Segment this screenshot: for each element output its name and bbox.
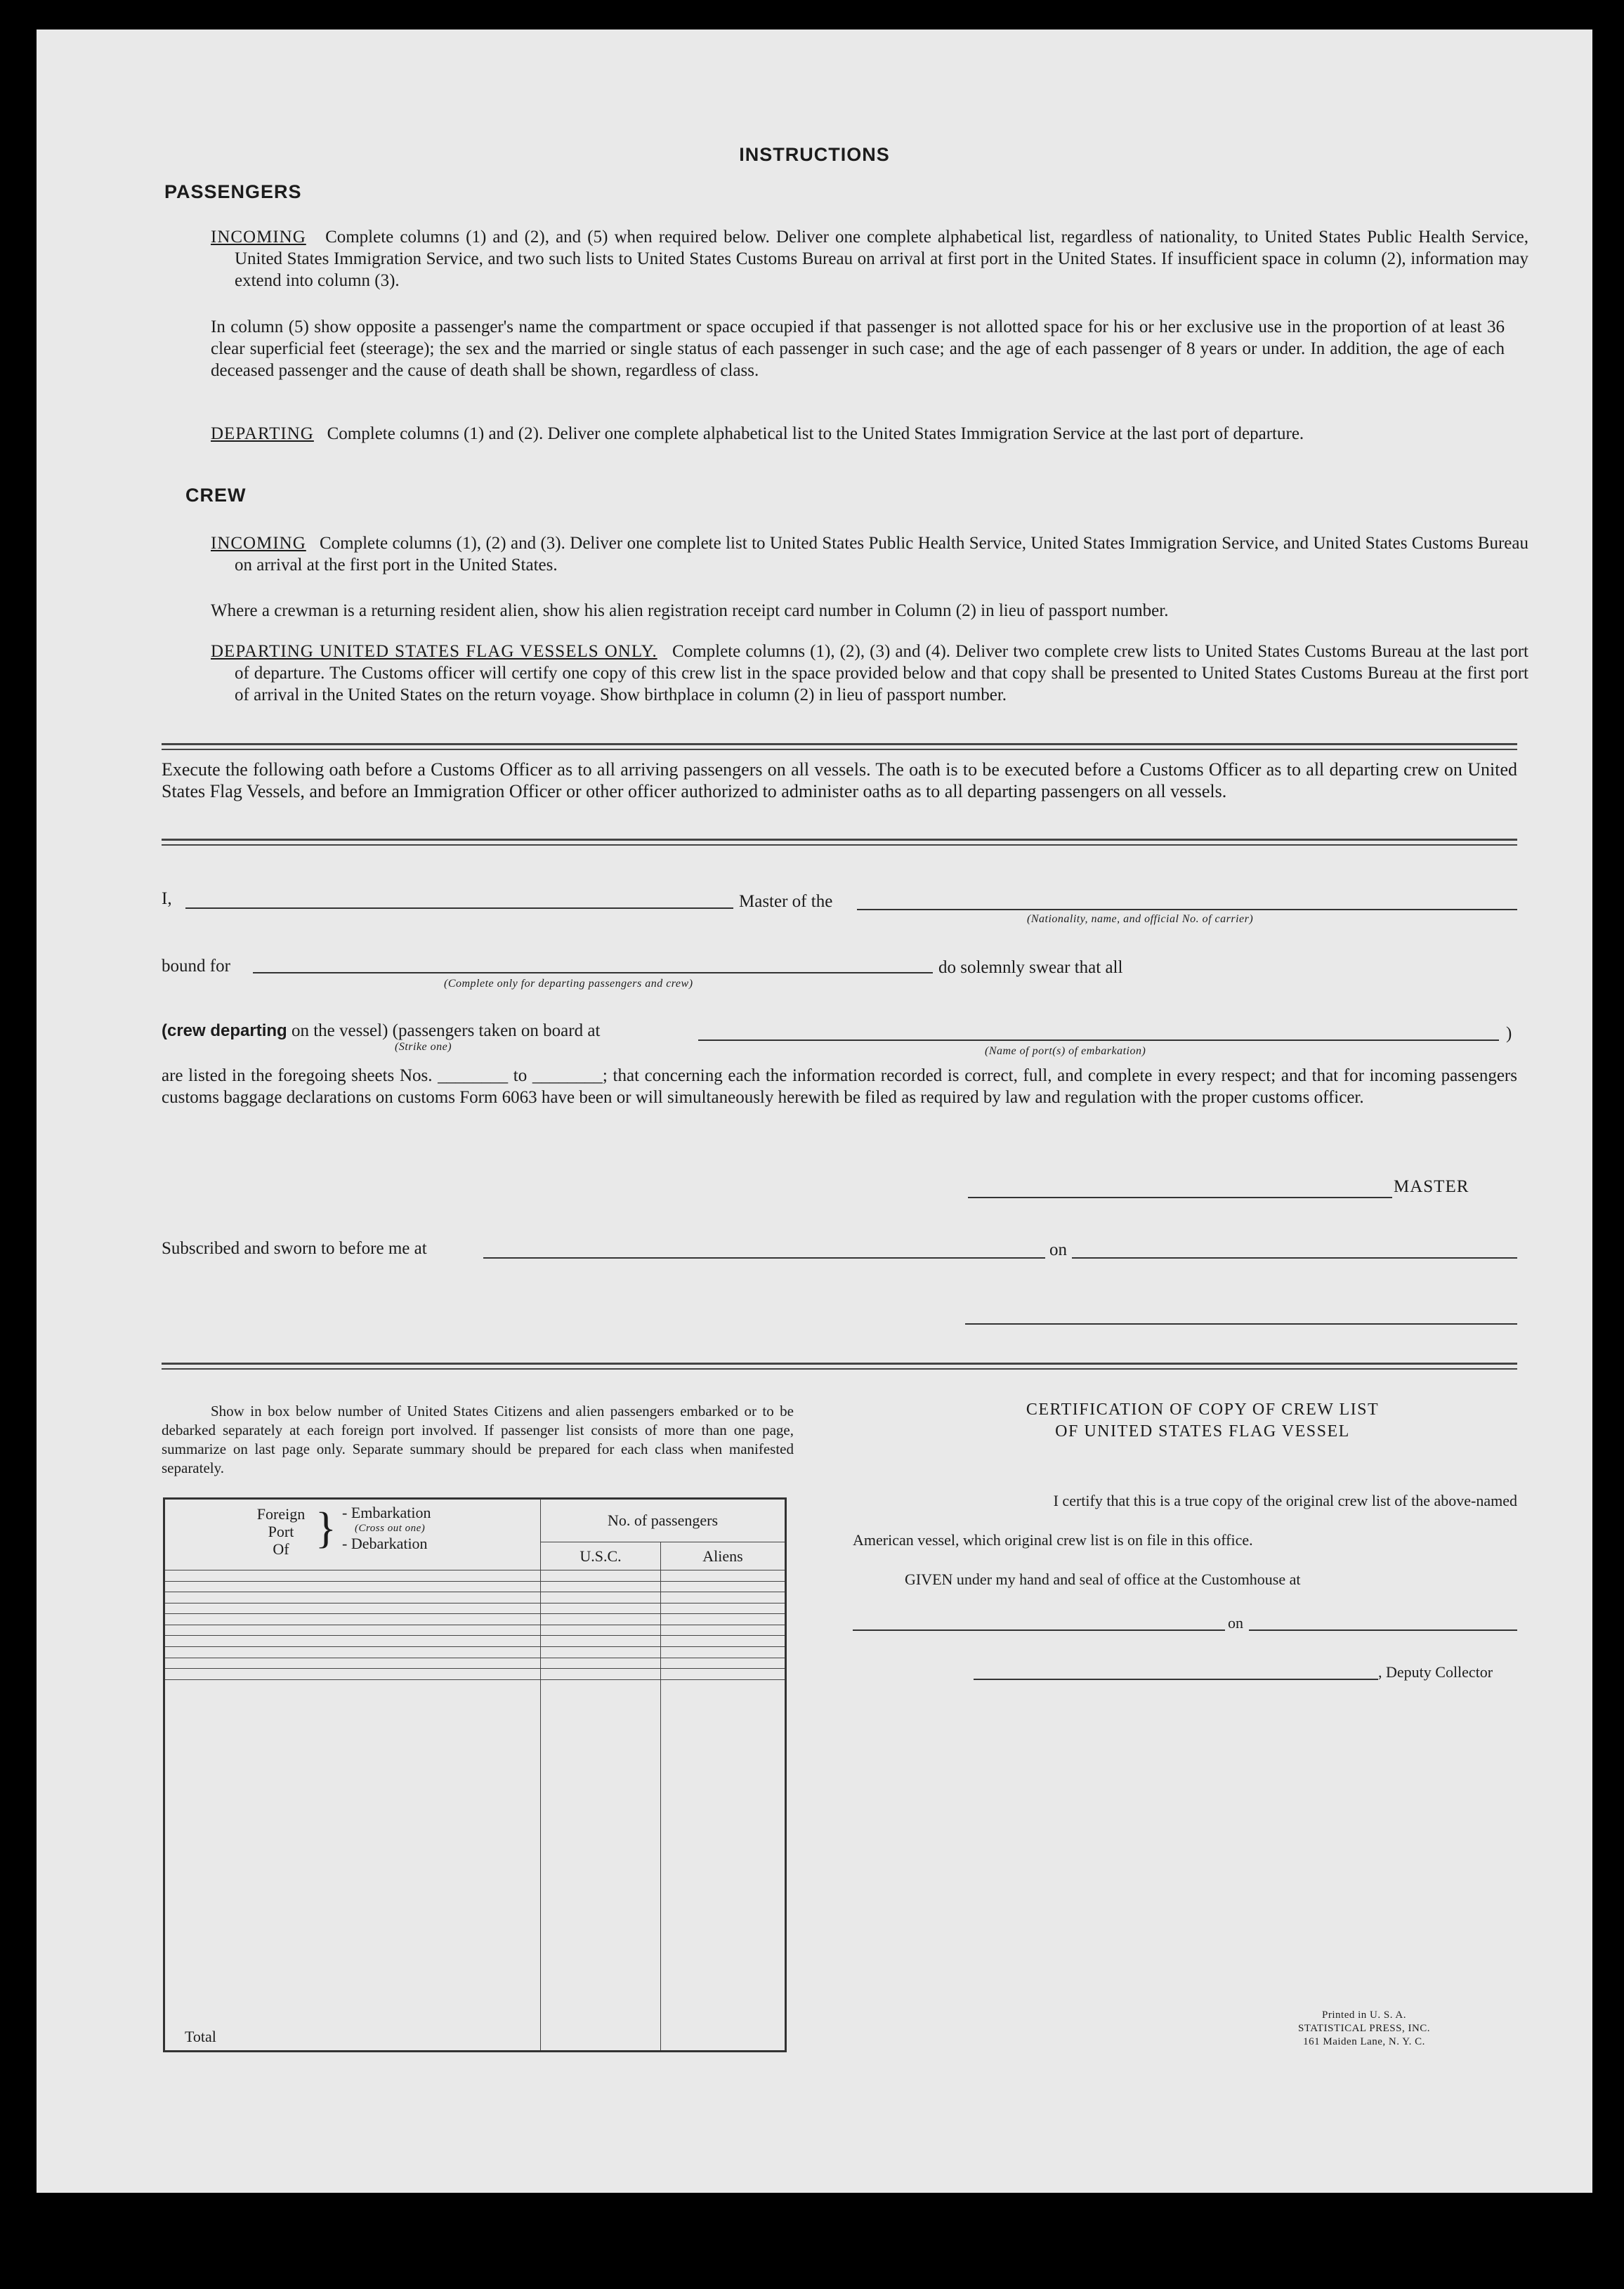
brace-icon: } bbox=[315, 1504, 336, 1552]
certification-title bbox=[886, 1399, 1519, 1443]
debarkation-label: - Debarkation bbox=[342, 1535, 428, 1552]
port-cell[interactable] bbox=[164, 1603, 541, 1614]
passengers-incoming-label: INCOMING bbox=[211, 228, 306, 247]
summary-note: Show in box below number of United States Citizens and alien passengers embarked or to be debarked separately at each foreign port involved. If passenger list consists of more than one page, summarize on last page only. Separate summary should be prepared for each class when manifested separately. bbox=[162, 1403, 794, 1476]
table-row bbox=[164, 1614, 786, 1625]
given-text: GIVEN under my hand and seal of office at the Customhouse at bbox=[905, 1570, 1301, 1588]
bound-for-label: bound for bbox=[162, 957, 230, 976]
table-row bbox=[164, 1581, 786, 1592]
swear-label: do solemnly swear that all bbox=[938, 958, 1123, 977]
aliens-cell[interactable] bbox=[661, 1603, 786, 1614]
sworn-on-label: on bbox=[1049, 1240, 1067, 1259]
usc-cell[interactable] bbox=[541, 1603, 661, 1614]
port-label: Port bbox=[268, 1523, 294, 1540]
aliens-total-cell[interactable] bbox=[661, 1679, 786, 2051]
port-cell[interactable] bbox=[164, 1592, 541, 1603]
crew-departing-option[interactable]: (crew departing bbox=[162, 1021, 287, 1040]
table-row bbox=[164, 1669, 786, 1680]
usc-cell[interactable] bbox=[541, 1581, 661, 1592]
crew-departing-text: Complete columns (1), (2), (3) and (4). Deliver two complete crew lists to United States Customs Bureau at the last port of departure. The Customs officer will certify one copy of this crew list in the space provided below and that copy shall be presented to United States Customs Bureau at the first port of arrival in the United States on the return voyage. Show birthplace in column (2) in lieu of passport number. bbox=[235, 642, 1528, 704]
bound-for-field[interactable] bbox=[253, 972, 933, 973]
foreign-label: Foreign bbox=[256, 1505, 306, 1523]
on-vessel-text: on the vessel) bbox=[291, 1021, 388, 1040]
oath-i-label: I, bbox=[162, 889, 172, 908]
usc-header: U.S.C. bbox=[541, 1542, 661, 1570]
usc-cell[interactable] bbox=[541, 1636, 661, 1647]
cross-out-caption: (Cross out one) bbox=[355, 1523, 426, 1534]
of-label: Of bbox=[273, 1540, 289, 1558]
printer-imprint bbox=[1259, 2009, 1469, 2049]
port-cell[interactable] bbox=[164, 1658, 541, 1669]
certify-text: I certify that this is a true copy of the original crew list of the above-named bbox=[1053, 1492, 1517, 1509]
table-row bbox=[164, 1603, 786, 1614]
passengers-heading: PASSENGERS bbox=[164, 181, 302, 202]
master-name-field[interactable] bbox=[185, 907, 733, 909]
aliens-cell[interactable] bbox=[661, 1592, 786, 1603]
aliens-header: Aliens bbox=[661, 1542, 786, 1570]
crew-departing-paragraph bbox=[211, 641, 1528, 706]
aliens-cell[interactable] bbox=[661, 1614, 786, 1625]
crew-resident-paragraph: Where a crewman is a returning resident alien, show his alien registration receipt card number in Column (2) in lieu of passport number. bbox=[211, 601, 1169, 620]
passenger-summary-table bbox=[163, 1497, 787, 2052]
printer-line1: Printed in U. S. A. bbox=[1322, 2009, 1406, 2021]
crew-incoming-text: Complete columns (1), (2) and (3). Deliver one complete list to United States Public Health Service, United States Immigration Service, and United States Customs Bureau on arrival at the first port in the United States. bbox=[235, 534, 1528, 575]
port-cell[interactable] bbox=[164, 1625, 541, 1636]
crew-incoming-paragraph bbox=[211, 532, 1528, 576]
master-signature-field[interactable] bbox=[968, 1197, 1392, 1198]
divider bbox=[162, 743, 1517, 750]
table-row bbox=[164, 1636, 786, 1647]
strike-caption: (Strike one) bbox=[395, 1041, 452, 1053]
carrier-caption: (Nationality, name, and official No. of carrier) bbox=[1027, 913, 1254, 925]
cert-on-label: on bbox=[1228, 1614, 1243, 1632]
table-row bbox=[164, 1658, 786, 1669]
table-row bbox=[164, 1625, 786, 1636]
passengers-departing-paragraph bbox=[211, 423, 1528, 445]
instructions-title: INSTRUCTIONS bbox=[739, 144, 890, 165]
usc-cell[interactable] bbox=[541, 1614, 661, 1625]
port-caption: (Name of port(s) of embarkation) bbox=[985, 1045, 1146, 1057]
cert-date-field[interactable] bbox=[1249, 1629, 1517, 1631]
passengers-incoming-text: Complete columns (1) and (2), and (5) when required below. Deliver one complete alphabetical list, regardless of nationality, to United States Public Health Service, United States Immigration Service, and two such lists to United States Customs Bureau on arrival at first port in the United States. If insufficient space in column (2), information may extend into column (3). bbox=[235, 228, 1529, 290]
deputy-collector-label: , Deputy Collector bbox=[1378, 1663, 1493, 1681]
total-label: Total bbox=[164, 1679, 541, 2051]
table-row bbox=[164, 1592, 786, 1603]
passengers-taken-option[interactable]: (passengers taken on board at bbox=[392, 1021, 601, 1040]
aliens-cell[interactable] bbox=[661, 1570, 786, 1582]
port-cell[interactable] bbox=[164, 1581, 541, 1592]
port-cell[interactable] bbox=[164, 1636, 541, 1647]
table-row bbox=[164, 1646, 786, 1658]
crew-departing-label: DEPARTING UNITED STATES FLAG VESSELS ONLY. bbox=[211, 642, 657, 661]
printer-line2: STATISTICAL PRESS, INC. bbox=[1297, 2023, 1431, 2034]
sworn-date-field[interactable] bbox=[1072, 1257, 1517, 1259]
sworn-place-field[interactable] bbox=[483, 1257, 1045, 1259]
crew-incoming-label: INCOMING bbox=[211, 534, 306, 553]
embarkation-label: - Embarkation bbox=[342, 1504, 431, 1521]
port-cell[interactable] bbox=[164, 1669, 541, 1680]
close-paren: ) bbox=[1506, 1024, 1512, 1043]
usc-cell[interactable] bbox=[541, 1646, 661, 1658]
form-page bbox=[37, 29, 1592, 2193]
passengers-incoming-paragraph bbox=[211, 226, 1528, 291]
printer-line3: 161 Maiden Lane, N. Y. C. bbox=[1303, 2036, 1425, 2047]
oath-strike-line bbox=[162, 1020, 600, 1042]
no-of-passengers-header: No. of passengers bbox=[541, 1499, 786, 1542]
aliens-cell[interactable] bbox=[661, 1625, 786, 1636]
passengers-departing-text: Complete columns (1) and (2). Deliver one complete alphabetical list to the United States Immigration Service at the last port of departure. bbox=[327, 424, 1304, 443]
aliens-cell[interactable] bbox=[661, 1636, 786, 1647]
usc-cell[interactable] bbox=[541, 1658, 661, 1669]
port-header-cell bbox=[164, 1499, 541, 1570]
listed-paragraph: are listed in the foregoing sheets Nos. ________ to ________; that concerning each the information recorded is correct, full, and complete in every respect; and that for incoming passengers customs baggage declarations on customs Form 6063 have been or will simultaneously herewith be filed as required by law and regulation with the proper customs officer. bbox=[162, 1066, 1517, 1107]
port-cell[interactable] bbox=[164, 1570, 541, 1582]
port-cell[interactable] bbox=[164, 1614, 541, 1625]
bound-caption: (Complete only for departing passengers and crew) bbox=[444, 978, 693, 990]
passengers-column5-paragraph: In column (5) show opposite a passenger's name the compartment or space occupied if that passenger is not allotted space for his or her exclusive use in the proportion of at least 36 clear superficial feet (steerage); the sex and the married or single status of each passenger in such case; and the age of each passenger of 8 years or under. In addition, the age of each deceased passenger and the cause of death shall be shown, regardless of class. bbox=[211, 317, 1505, 380]
passengers-departing-label: DEPARTING bbox=[211, 424, 314, 443]
carrier-field[interactable] bbox=[857, 909, 1517, 910]
oath-instructions: Execute the following oath before a Customs Officer as to all arriving passengers on all vessels. The oath is to be executed before a Customs Officer as to all departing crew on United States Flag Vessels, and before an Immigration Officer or other officer authorized to administer oaths as to all departing passengers on all vessels. bbox=[162, 759, 1517, 801]
aliens-cell[interactable] bbox=[661, 1646, 786, 1658]
master-of-label: Master of the bbox=[739, 892, 833, 911]
usc-cell[interactable] bbox=[541, 1592, 661, 1603]
usc-cell[interactable] bbox=[541, 1625, 661, 1636]
divider bbox=[162, 839, 1517, 846]
table-total-row bbox=[164, 1679, 786, 2051]
subscribed-label: Subscribed and sworn to before me at bbox=[162, 1239, 427, 1258]
master-label: MASTER bbox=[1394, 1177, 1469, 1196]
certification-title-line1: CERTIFICATION OF COPY OF CREW LIST bbox=[1026, 1401, 1380, 1419]
divider bbox=[162, 1363, 1517, 1370]
usc-cell[interactable] bbox=[541, 1669, 661, 1680]
aliens-cell[interactable] bbox=[661, 1669, 786, 1680]
deputy-signature-field[interactable] bbox=[974, 1679, 1378, 1680]
certification-title-line2: OF UNITED STATES FLAG VESSEL bbox=[1055, 1422, 1350, 1441]
port-cell[interactable] bbox=[164, 1646, 541, 1658]
officer-signature-field[interactable] bbox=[965, 1323, 1517, 1325]
usc-total-cell[interactable] bbox=[541, 1679, 661, 2051]
aliens-cell[interactable] bbox=[661, 1581, 786, 1592]
aliens-cell[interactable] bbox=[661, 1658, 786, 1669]
customhouse-field[interactable] bbox=[853, 1629, 1225, 1631]
usc-cell[interactable] bbox=[541, 1570, 661, 1582]
crew-heading: CREW bbox=[185, 485, 247, 506]
embarkation-port-field[interactable] bbox=[698, 1039, 1499, 1041]
american-text: American vessel, which original crew list is on file in this office. bbox=[853, 1531, 1253, 1549]
table-row bbox=[164, 1570, 786, 1582]
